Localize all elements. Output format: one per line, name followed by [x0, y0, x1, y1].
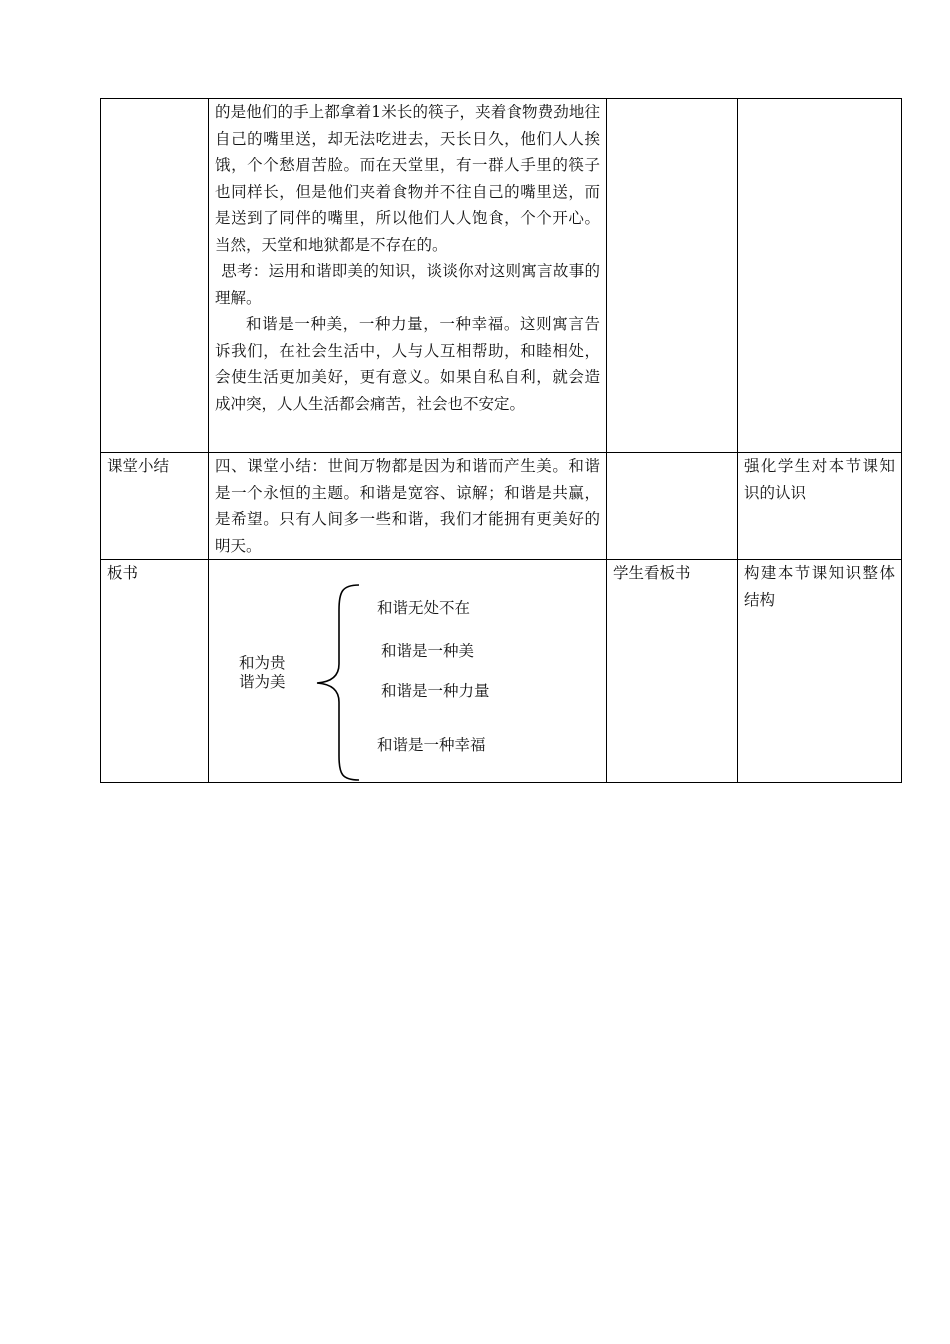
think-paragraph: 思考：运用和谐即美的知识，谈谈你对这则寓言故事的理解。	[215, 262, 600, 307]
board-left-line2: 谐为美	[239, 673, 286, 691]
board-label: 板书	[101, 560, 209, 783]
answer-paragraph: 和谐是一种美，一种力量，一种幸福。这则寓言告诉我们，在社会生活中，人与人互相帮助，和睦相处，会使生活更加美好，更有意义。如果自私自利，就会造成冲突，人人生活都会痛苦，社会也不安定。	[215, 315, 600, 413]
board-left-title	[239, 654, 286, 692]
board-content-cell	[209, 560, 607, 783]
board-student-activity: 学生看板书	[607, 560, 738, 783]
board-item-3: 和谐是一种力量	[381, 682, 490, 700]
board-purpose: 构建本节课知识整体结构	[738, 560, 902, 783]
summary-content: 四、课堂小结：世间万物都是因为和谐而产生美。和谐是一个永恒的主题。和谐是宽容、谅解；和谐是共赢，是希望。只有人间多一些和谐，我们才能拥有更美好的明天。	[209, 453, 607, 560]
table-row-board	[101, 560, 902, 783]
design-purpose-cell	[738, 99, 902, 453]
board-item-2: 和谐是一种美	[381, 642, 475, 660]
lesson-plan-table	[100, 98, 902, 783]
board-left-line1: 和为贵	[239, 654, 286, 672]
summary-purpose: 强化学生对本节课知识的认识	[738, 453, 902, 560]
student-activity-cell	[607, 99, 738, 453]
content-cell	[209, 99, 607, 453]
blackboard-outline	[209, 560, 606, 782]
story-paragraph: 的是他们的手上都拿着1米长的筷子，夹着食物费劲地往自己的嘴里送，却无法吃进去，天长日久，他们人人挨饿，个个愁眉苦脸。而在天堂里，有一群人手里的筷子也同样长，但是他们夹着食物并不往自己的嘴里送，而是送到了同伴的嘴里，所以他们人人饱食，个个开心。当然，天堂和地狱都是不存在的。	[215, 103, 600, 254]
stage-cell	[101, 99, 209, 453]
summary-label: 课堂小结	[101, 453, 209, 560]
board-item-1: 和谐无处不在	[377, 599, 471, 617]
board-item-4: 和谐是一种幸福	[377, 736, 486, 754]
summary-student-activity	[607, 453, 738, 560]
table-row-story	[101, 99, 902, 453]
curly-brace-icon	[309, 582, 369, 782]
table-row-summary	[101, 453, 902, 560]
